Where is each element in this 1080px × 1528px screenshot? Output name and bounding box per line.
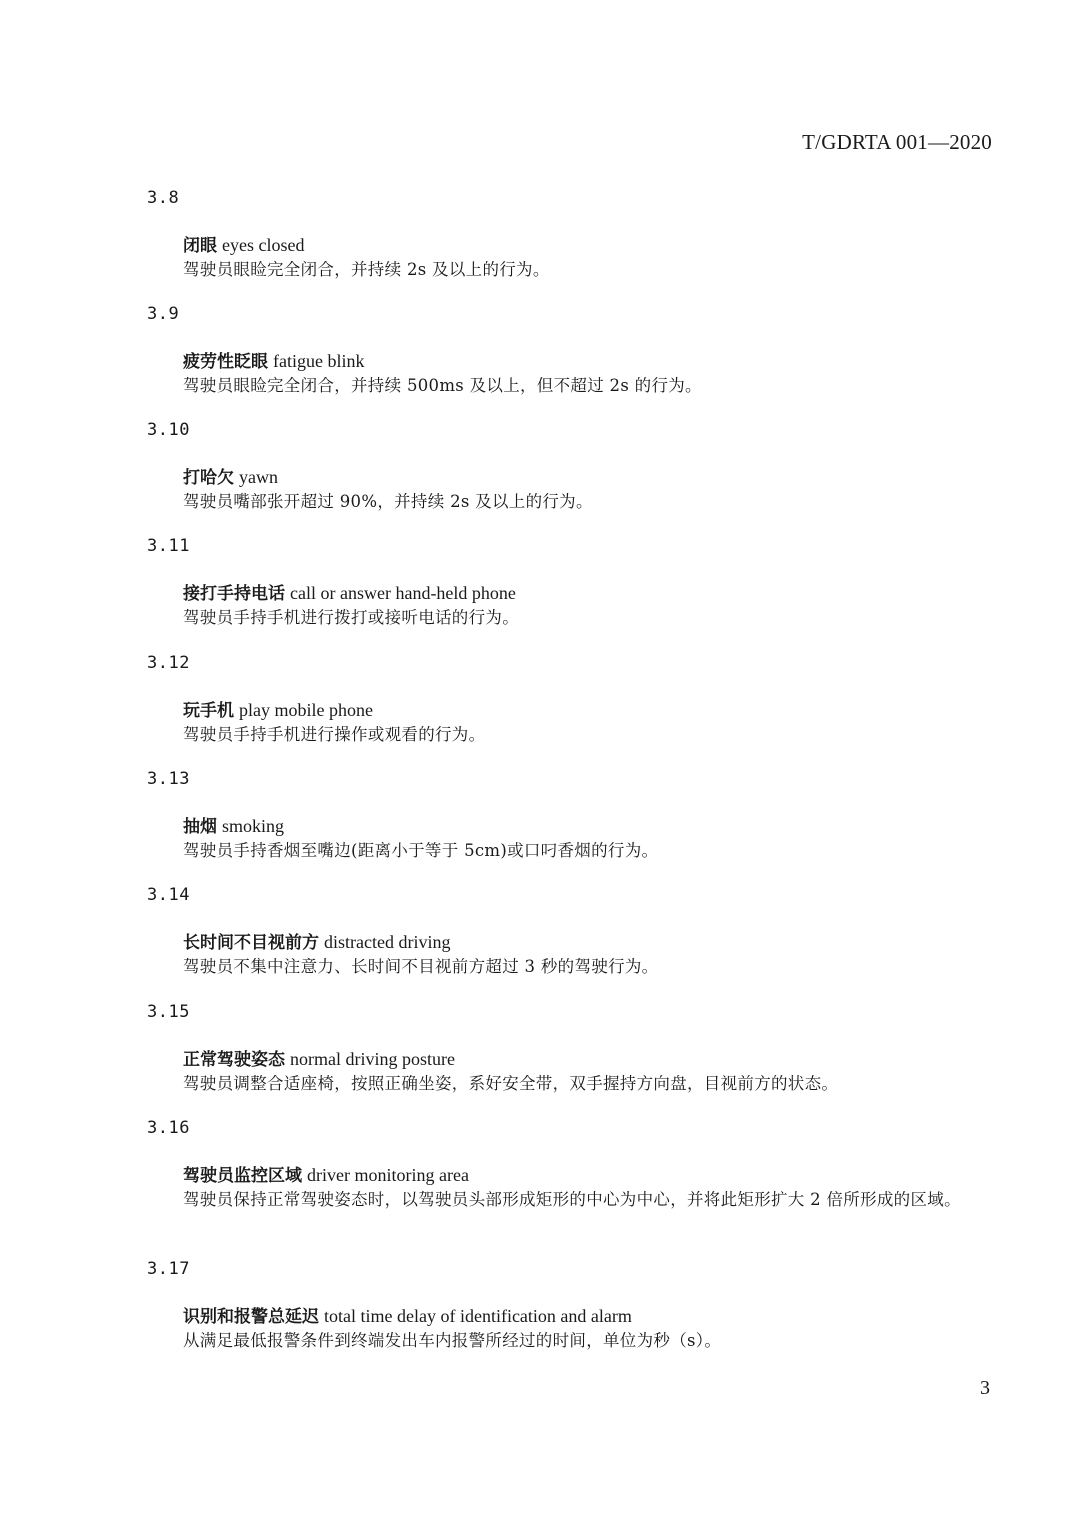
term-number: 3.13 xyxy=(147,769,190,789)
term-title-zh: 闭眼 xyxy=(183,236,217,256)
term-definition: 从满足最低报警条件到终端发出车内报警所经过的时间，单位为秒（s）。 xyxy=(183,1331,722,1350)
term-number: 3.8 xyxy=(147,188,180,208)
term-title-zh: 打哈欠 xyxy=(183,468,234,488)
term-title xyxy=(183,696,373,721)
term-title xyxy=(183,1302,632,1327)
term-definition: 驾驶员手持手机进行操作或观看的行为。 xyxy=(183,725,486,744)
term-title-zh: 长时间不目视前方 xyxy=(183,933,319,953)
term-title xyxy=(183,231,304,256)
term-title-en: play mobile phone xyxy=(239,700,373,720)
term-entry xyxy=(0,653,1080,769)
term-title-en: yawn xyxy=(239,467,278,487)
term-title-zh: 正常驾驶姿态 xyxy=(183,1050,285,1070)
term-number: 3.14 xyxy=(147,885,190,905)
term-title-en: total time delay of identification and alarm xyxy=(324,1306,632,1326)
term-title-zh: 玩手机 xyxy=(183,701,234,721)
term-title-zh: 疲劳性眨眼 xyxy=(183,352,268,372)
term-title xyxy=(183,463,278,488)
page-number: 3 xyxy=(980,1377,990,1399)
term-title-zh: 识别和报警总延迟 xyxy=(183,1307,319,1327)
term-entry xyxy=(0,1259,1080,1375)
term-title xyxy=(183,812,284,837)
term-title-en: distracted driving xyxy=(324,932,451,952)
term-entry xyxy=(0,1002,1080,1118)
term-title-en: call or answer hand-held phone xyxy=(290,583,516,603)
term-number: 3.11 xyxy=(147,536,190,556)
term-title xyxy=(183,928,450,953)
term-entry xyxy=(0,885,1080,1001)
term-number: 3.15 xyxy=(147,1002,190,1022)
term-title xyxy=(183,579,516,604)
term-number: 3.9 xyxy=(147,304,180,324)
term-definition: 驾驶员手持香烟至嘴边(距离小于等于 5cm)或口叼香烟的行为。 xyxy=(183,841,659,860)
term-definition: 驾驶员不集中注意力、长时间不目视前方超过 3 秒的驾驶行为。 xyxy=(183,957,659,976)
term-title-zh: 接打手持电话 xyxy=(183,584,285,604)
term-entry xyxy=(0,769,1080,885)
term-title-en: fatigue blink xyxy=(273,351,365,371)
document-code: T/GDRTA 001—2020 xyxy=(802,130,992,154)
term-entry xyxy=(0,420,1080,536)
term-definition: 驾驶员保持正常驾驶姿态时，以驾驶员头部形成矩形的中心为中心，并将此矩形扩大 2 倍所形成的区域。 xyxy=(183,1190,961,1209)
term-title-en: driver monitoring area xyxy=(307,1165,469,1185)
term-title-en: smoking xyxy=(222,816,285,836)
term-title xyxy=(183,347,364,372)
term-definition: 驾驶员调整合适座椅，按照正确坐姿，系好安全带，双手握持方向盘，目视前方的状态。 xyxy=(183,1074,839,1093)
term-definition: 驾驶员眼睑完全闭合，并持续 500ms 及以上，但不超过 2s 的行为。 xyxy=(183,376,702,395)
term-title xyxy=(183,1161,469,1186)
term-number: 3.16 xyxy=(147,1118,190,1138)
term-number: 3.17 xyxy=(147,1259,190,1279)
term-definition: 驾驶员手持手机进行拨打或接听电话的行为。 xyxy=(183,608,519,627)
term-entry xyxy=(0,536,1080,652)
term-title-zh: 抽烟 xyxy=(183,817,217,837)
term-title-en: eyes closed xyxy=(222,235,305,255)
term-entry xyxy=(0,188,1080,304)
term-entry xyxy=(0,1118,1080,1234)
term-definition: 驾驶员嘴部张开超过 90%，并持续 2s 及以上的行为。 xyxy=(183,492,593,511)
term-entry xyxy=(0,304,1080,420)
term-title xyxy=(183,1045,455,1070)
term-title-zh: 驾驶员监控区域 xyxy=(183,1166,302,1186)
term-title-en: normal driving posture xyxy=(290,1049,455,1069)
term-number: 3.12 xyxy=(147,653,190,673)
term-definition: 驾驶员眼睑完全闭合，并持续 2s 及以上的行为。 xyxy=(183,260,550,279)
term-number: 3.10 xyxy=(147,420,190,440)
